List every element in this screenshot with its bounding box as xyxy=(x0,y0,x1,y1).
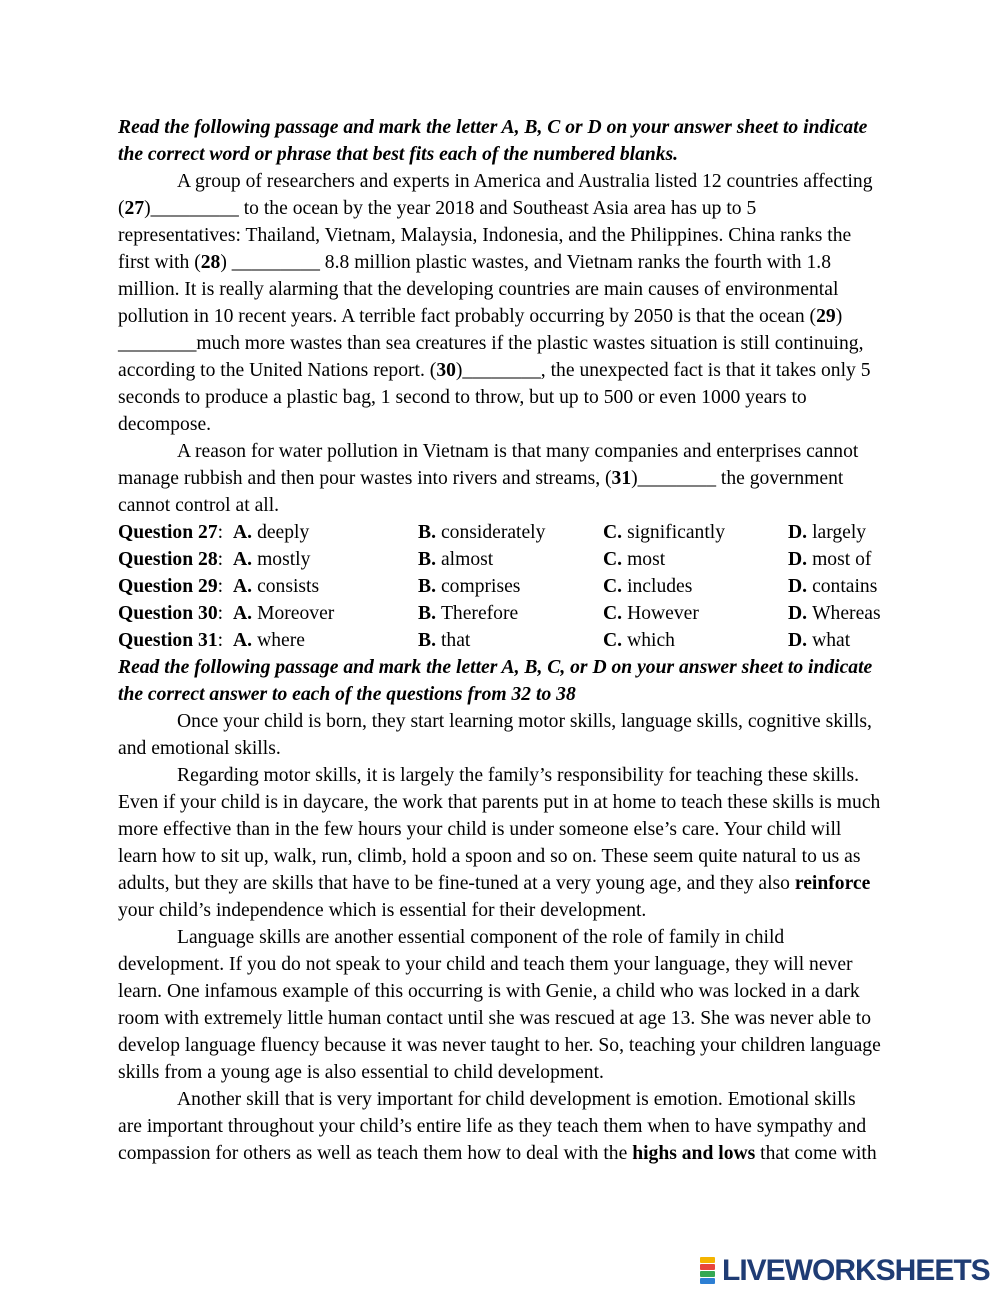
text-line xyxy=(118,1086,888,1113)
answer-option xyxy=(233,546,418,573)
option-text: most xyxy=(627,549,666,570)
option-text: mostly xyxy=(257,549,311,570)
question-colon: : xyxy=(217,522,224,543)
text-line xyxy=(118,384,888,411)
text-run: ) _________ 8.8 million plastic wastes, and Vietnam ranks the fourth with 1.8 xyxy=(220,252,831,273)
question-row xyxy=(118,519,888,546)
option-text: considerately xyxy=(440,522,546,543)
text-run: A group of researchers and experts in America and Australia listed 12 countries affecting xyxy=(177,171,873,192)
text-run: ________much more wastes than sea creatures if the plastic wastes situation is still continuing, xyxy=(118,333,864,354)
text-line xyxy=(118,1113,888,1140)
question-number: Question 29 xyxy=(118,576,218,597)
option-letter: D. xyxy=(788,522,808,543)
text-run: skills from a young age is also essential to child development. xyxy=(118,1062,604,1083)
text-line xyxy=(118,411,888,438)
text-run: that come with xyxy=(755,1143,877,1164)
text-run: million. It is really alarming that the developing countries are main causes of environmental xyxy=(118,279,839,300)
bold-text: highs and lows xyxy=(632,1143,756,1164)
answer-option xyxy=(788,627,888,654)
answer-option xyxy=(418,573,603,600)
text-run: are important throughout your child’s entire life as they teach them when to have sympathy and xyxy=(118,1116,867,1137)
option-text: consists xyxy=(257,576,320,597)
cloze-instructions xyxy=(118,114,888,168)
text-line xyxy=(118,303,888,330)
option-text: where xyxy=(257,630,305,651)
text-run: Another skill that is very important for child development is emotion. Emotional skills xyxy=(177,1089,856,1110)
text-run: )________ the government xyxy=(631,468,844,489)
question-number: Question 31 xyxy=(118,630,218,651)
text-line xyxy=(118,330,888,357)
text-line xyxy=(118,978,888,1005)
text-run: learn how to sit up, walk, run, climb, hold a spoon and so on. These seem quite natural to us as xyxy=(118,846,861,867)
option-text: significantly xyxy=(627,522,726,543)
option-letter: B. xyxy=(418,630,436,651)
answer-option xyxy=(788,573,888,600)
text-run: develop language fluency because it was never taught to her. So, teaching your children language xyxy=(118,1035,881,1056)
paragraph xyxy=(118,924,888,1086)
option-letter: C. xyxy=(603,630,623,651)
text-line xyxy=(118,195,888,222)
blank-number: 30 xyxy=(436,360,456,381)
option-letter: A. xyxy=(233,630,253,651)
text-run: and emotional skills. xyxy=(118,738,281,759)
question-row xyxy=(118,627,888,654)
instruction-line: the correct answer to each of the questions from 32 to 38 xyxy=(118,684,576,705)
text-run: according to the United Nations report. ( xyxy=(118,360,437,381)
answer-option xyxy=(603,573,788,600)
text-run: cannot control at all. xyxy=(118,495,280,516)
answer-option xyxy=(603,546,788,573)
blank-number: 27 xyxy=(124,198,145,219)
question-row xyxy=(118,573,888,600)
option-letter: D. xyxy=(788,603,808,624)
text-run: pollution in 10 recent years. A terrible fact probably occurring by 2050 is that the ocean ( xyxy=(118,306,817,327)
answer-option xyxy=(788,519,888,546)
text-line xyxy=(118,168,888,195)
answer-option xyxy=(788,600,888,627)
option-text: largely xyxy=(812,522,867,543)
question-colon: : xyxy=(217,603,224,624)
text-line xyxy=(118,843,888,870)
answer-option xyxy=(418,546,603,573)
text-run: manage rubbish and then pour wastes into rivers and streams, ( xyxy=(118,468,612,489)
text-run: ) xyxy=(835,306,843,327)
option-letter: D. xyxy=(788,630,808,651)
answer-option xyxy=(418,519,603,546)
option-text: deeply xyxy=(257,522,310,543)
text-line xyxy=(118,1140,888,1167)
bold-text: reinforce xyxy=(794,873,871,894)
text-run: representatives: Thailand, Vietnam, Malaysia, Indonesia, and the Philippines. China ranks the xyxy=(118,225,852,246)
text-run: learn. One infamous example of this occurring is with Genie, a child who was locked in a dark xyxy=(118,981,860,1002)
text-run: )_________ to the ocean by the year 2018 and Southeast Asia area has up to 5 xyxy=(144,198,757,219)
text-line xyxy=(118,735,888,762)
question-colon: : xyxy=(217,576,224,597)
text-line xyxy=(118,951,888,978)
blank-number: 29 xyxy=(816,306,836,327)
reading-passage xyxy=(118,708,888,1167)
question-colon: : xyxy=(217,630,224,651)
text-run: Regarding motor skills, it is largely the family’s responsibility for teaching these skills. xyxy=(177,765,860,786)
text-run: Once your child is born, they start learning motor skills, language skills, cognitive skills, xyxy=(177,711,872,732)
option-text: Whereas xyxy=(812,603,881,624)
text-run: Even if your child is in daycare, the work that parents put in at home to teach these skills is much xyxy=(118,792,881,813)
text-run: adults, but they are skills that have to be fine-tuned at a very young age, and they also xyxy=(118,873,795,894)
text-line xyxy=(118,870,888,897)
text-line xyxy=(118,276,888,303)
option-letter: D. xyxy=(788,576,808,597)
text-line xyxy=(118,789,888,816)
cloze-section xyxy=(118,114,888,654)
option-text: what xyxy=(812,630,851,651)
paragraph xyxy=(118,438,888,519)
text-run: ( xyxy=(118,198,125,219)
option-letter: C. xyxy=(603,603,623,624)
answer-option xyxy=(233,519,418,546)
option-text: that xyxy=(440,630,471,651)
option-letter: C. xyxy=(603,576,623,597)
text-line xyxy=(118,924,888,951)
blank-number: 28 xyxy=(200,252,221,273)
text-line xyxy=(118,438,888,465)
text-run: decompose. xyxy=(118,414,212,435)
answer-option xyxy=(603,600,788,627)
option-letter: A. xyxy=(233,549,253,570)
logo-text: LIVEWORKSHEETS xyxy=(722,1254,990,1287)
option-letter: A. xyxy=(233,603,253,624)
reading-section xyxy=(118,654,888,1167)
text-run: )________, the unexpected fact is that it takes only 5 xyxy=(455,360,871,381)
text-run: your child’s independence which is essential for their development. xyxy=(118,900,647,921)
text-run: A reason for water pollution in Vietnam is that many companies and enterprises cannot xyxy=(177,441,859,462)
question-label xyxy=(118,600,233,627)
answer-option xyxy=(603,627,788,654)
question-row xyxy=(118,600,888,627)
liveworksheets-logo xyxy=(697,1256,993,1286)
option-text: However xyxy=(627,603,699,624)
text-line xyxy=(118,357,888,384)
option-letter: A. xyxy=(233,576,253,597)
text-run: first with ( xyxy=(118,252,201,273)
text-line xyxy=(118,492,888,519)
option-text: Moreover xyxy=(257,603,335,624)
text-line xyxy=(118,816,888,843)
question-label xyxy=(118,573,233,600)
text-run: Language skills are another essential component of the role of family in child xyxy=(177,927,785,948)
text-line xyxy=(118,1059,888,1086)
option-letter: C. xyxy=(603,522,623,543)
text-line xyxy=(118,708,888,735)
option-text: includes xyxy=(627,576,693,597)
question-row xyxy=(118,546,888,573)
question-label xyxy=(118,546,233,573)
answer-option xyxy=(788,546,888,573)
question-label xyxy=(118,519,233,546)
question-number: Question 30 xyxy=(118,603,218,624)
cloze-passage xyxy=(118,168,888,519)
question-colon: : xyxy=(217,549,224,570)
option-text: most of xyxy=(812,549,872,570)
answer-option xyxy=(603,519,788,546)
text-line xyxy=(118,762,888,789)
instruction-line: Read the following passage and mark the letter A, B, C, or D on your answer sheet to indicate xyxy=(118,657,873,678)
text-line xyxy=(118,465,888,492)
instruction-line: the correct word or phrase that best fits each of the numbered blanks. xyxy=(118,144,679,165)
text-run: development. If you do not speak to your child and teach them your language, they will never xyxy=(118,954,853,975)
worksheet-page xyxy=(118,114,888,1167)
stacked-blocks-icon xyxy=(698,1257,718,1285)
paragraph xyxy=(118,762,888,924)
paragraph xyxy=(118,708,888,762)
text-run: compassion for others as well as teach them how to deal with the xyxy=(118,1143,633,1164)
question-label xyxy=(118,627,233,654)
answer-option xyxy=(233,600,418,627)
question-number: Question 27 xyxy=(118,522,218,543)
paragraph xyxy=(118,168,888,438)
answer-option xyxy=(233,573,418,600)
option-letter: B. xyxy=(418,576,436,597)
answer-option xyxy=(418,600,603,627)
reading-instructions xyxy=(118,654,888,708)
text-line xyxy=(118,249,888,276)
answer-option xyxy=(233,627,418,654)
text-line xyxy=(118,897,888,924)
answer-option xyxy=(418,627,603,654)
option-letter: D. xyxy=(788,549,808,570)
question-number: Question 28 xyxy=(118,549,218,570)
question-list xyxy=(118,519,888,654)
option-text: comprises xyxy=(440,576,521,597)
paragraph xyxy=(118,1086,888,1167)
option-letter: B. xyxy=(418,603,436,624)
blank-number: 31 xyxy=(611,468,632,489)
text-run: more effective than in the few hours your child is under someone else’s care. Your child will xyxy=(118,819,842,840)
option-letter: B. xyxy=(418,522,436,543)
option-text: contains xyxy=(812,576,878,597)
option-letter: A. xyxy=(233,522,253,543)
text-run: room with extremely little human contact until she was rescued at age 13. She was never able to xyxy=(118,1008,872,1029)
option-letter: B. xyxy=(418,549,436,570)
instruction-line: Read the following passage and mark the letter A, B, C or D on your answer sheet to indicate xyxy=(118,117,868,138)
text-run: seconds to produce a plastic bag, 1 second to throw, but up to 500 or even 1000 years to xyxy=(118,387,807,408)
text-line xyxy=(118,1032,888,1059)
text-line xyxy=(118,1005,888,1032)
option-text: which xyxy=(627,630,675,651)
option-text: Therefore xyxy=(440,603,519,624)
option-letter: C. xyxy=(603,549,623,570)
text-line xyxy=(118,222,888,249)
option-text: almost xyxy=(440,549,494,570)
